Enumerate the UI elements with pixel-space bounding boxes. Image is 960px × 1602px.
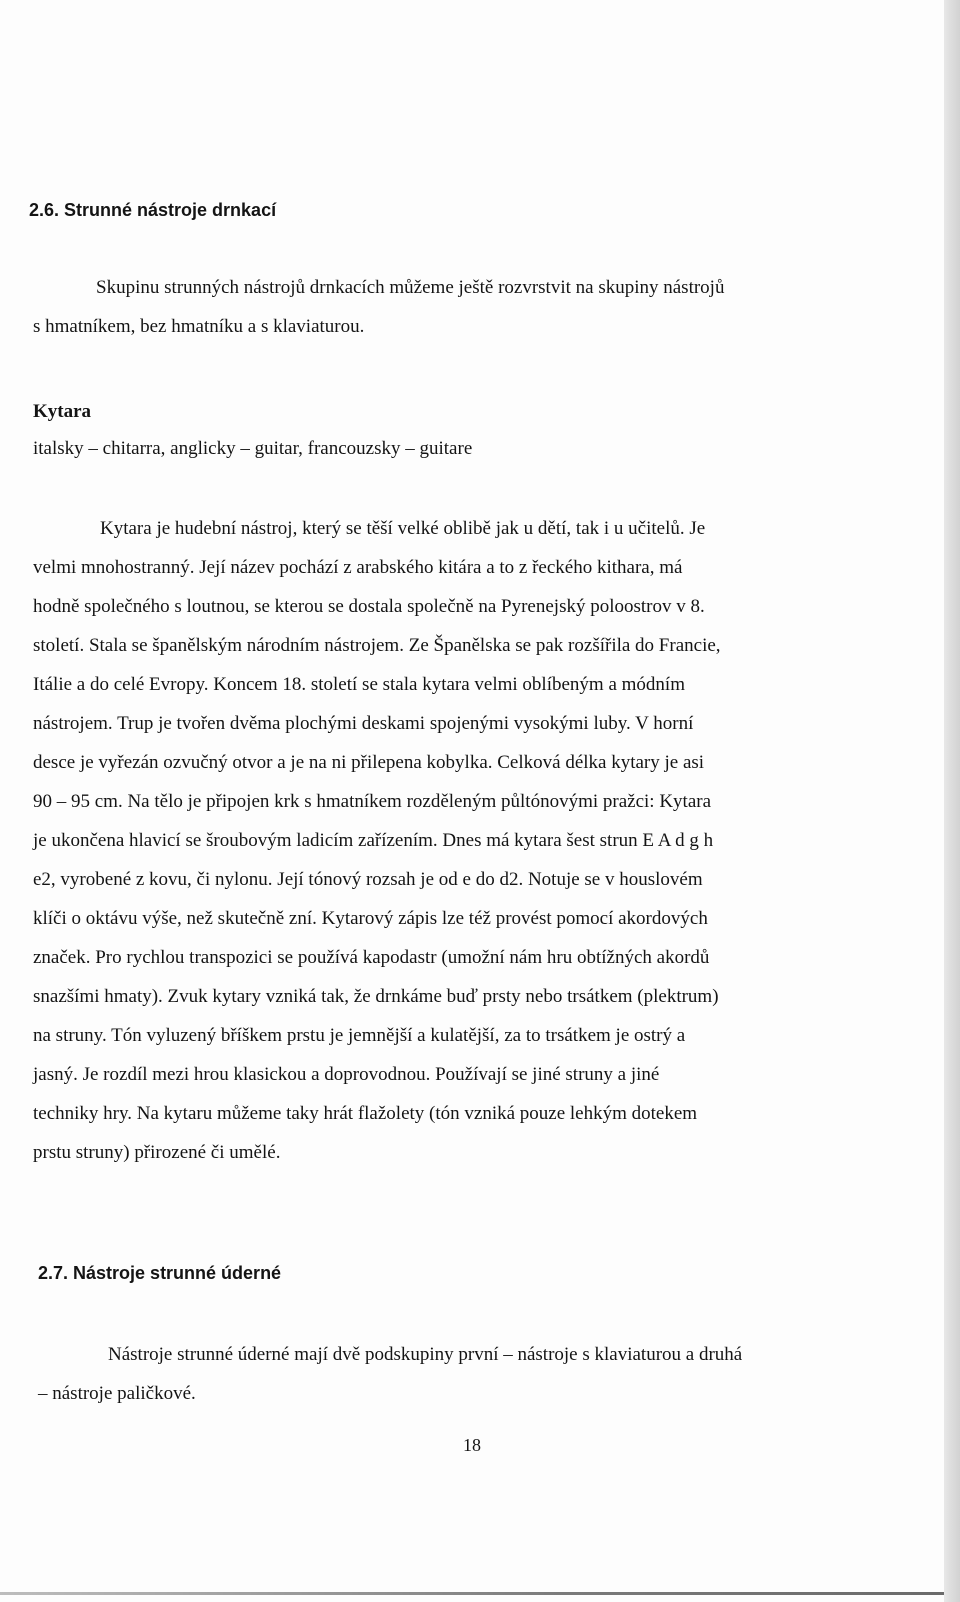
kytara-line-5: Itálie a do celé Evropy. Koncem 18. století se stala kytara velmi oblíbeným a módním xyxy=(33,674,685,695)
section-heading-2-6: 2.6. Strunné nástroje drnkací xyxy=(29,200,277,220)
kytara-line-4: století. Stala se španělským národním nástrojem. Ze Španělska se pak rozšířila do Francie, xyxy=(33,635,721,656)
kytara-line-10: e2, vyrobené z kovu, či nylonu. Její tónový rozsah je od e do d2. Notuje se v houslovém xyxy=(33,869,703,890)
section-2-7-line-2: – nástroje paličkové. xyxy=(38,1383,196,1404)
scan-margin xyxy=(944,0,960,1602)
kytara-title: Kytara xyxy=(33,401,92,422)
kytara-line-3: hodně společného s loutnou, se kterou se dostala společně na Pyrenejský poloostrov v 8. xyxy=(33,596,705,617)
kytara-line-12: značek. Pro rychlou transpozici se používá kapodastr (umožní nám hru obtížných akordů xyxy=(33,947,710,968)
kytara-line-2: velmi mnohostranný. Její název pochází z arabského kitára a to z řeckého kithara, má xyxy=(33,557,683,578)
section-heading-2-7: 2.7. Nástroje strunné úderné xyxy=(38,1263,282,1283)
intro-line-1: Skupinu strunných nástrojů drnkacích můžeme ještě rozvrstvit na skupiny nástrojů xyxy=(96,277,725,298)
kytara-line-8: 90 – 95 cm. Na tělo je připojen krk s hmatníkem rozděleným půltónovými pražci: Kytara xyxy=(33,791,712,812)
kytara-line-6: nástrojem. Trup je tvořen dvěma plochými deskami spojenými vysokými luby. V horní xyxy=(33,713,694,734)
bottom-scan-edge xyxy=(0,1592,944,1595)
kytara-line-11: klíči o oktávu výše, než skutečně zní. Kytarový zápis lze též provést pomocí akordových xyxy=(33,908,708,929)
kytara-line-13: snazšími hmaty). Zvuk kytary vzniká tak, že drnkáme buď prsty nebo trsátkem (plektrum) xyxy=(33,986,719,1007)
kytara-line-16: techniky hry. Na kytaru můžeme taky hrát flažolety (tón vzniká pouze lehkým dotekem xyxy=(33,1103,698,1124)
kytara-line-15: jasný. Je rozdíl mezi hrou klasickou a doprovodnou. Používají se jiné struny a jiné xyxy=(33,1064,660,1085)
kytara-line-1: Kytara je hudební nástroj, který se těší velké oblibě jak u dětí, tak i u učitelů. Je xyxy=(100,518,706,539)
kytara-line-7: desce je vyřezán ozvučný otvor a je na ni přilepena kobylka. Celková délka kytary je asi xyxy=(33,752,705,773)
kytara-names: italsky – chitarra, anglicky – guitar, francouzsky – guitare xyxy=(33,438,473,459)
page-number: 18 xyxy=(463,1435,481,1455)
kytara-line-17: prstu struny) přirozené či umělé. xyxy=(33,1142,281,1163)
kytara-line-14: na struny. Tón vyluzený bříškem prstu je jemnější a kulatější, za to trsátkem je ostrý a xyxy=(33,1025,686,1046)
intro-line-2: s hmatníkem, bez hmatníku a s klaviaturou. xyxy=(33,316,365,337)
kytara-line-9: je ukončena hlavicí se šroubovým ladicím zařízením. Dnes má kytara šest strun E A d g h xyxy=(33,830,714,851)
section-2-7-line-1: Nástroje strunné úderné mají dvě podskupiny první – nástroje s klaviaturou a druhá xyxy=(108,1344,743,1365)
